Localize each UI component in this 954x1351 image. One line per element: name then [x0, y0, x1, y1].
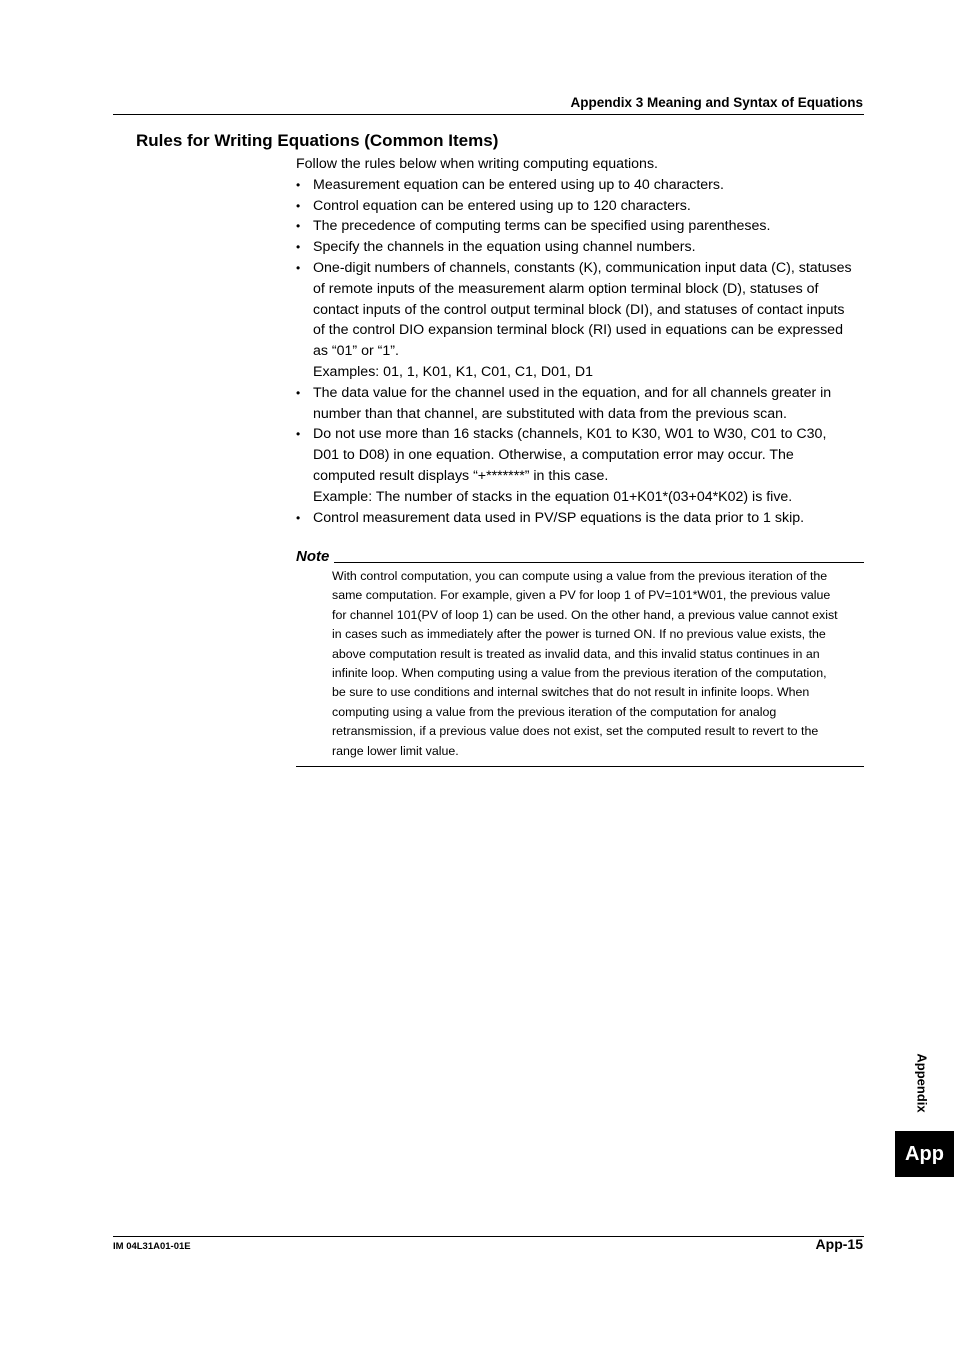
rule-line: Control equation can be entered using up to 120 characters. — [313, 197, 691, 214]
note-line: retransmission, if a previous value does not exist, set the computed result to revert to the — [332, 724, 819, 739]
rule-line: Do not use more than 16 stacks (channels, K01 to K30, W01 to W30, C01 to C30, — [313, 426, 827, 443]
side-section-label: Appendix — [914, 1053, 930, 1113]
bullet-icon: • — [296, 260, 301, 275]
rule-line: number than that channel, are substituted with data from the previous scan. — [313, 405, 787, 422]
rule-item — [296, 237, 866, 258]
rule-line: contact inputs of the control output terminal block (DI), and statuses of contact inputs — [313, 301, 845, 318]
note-header — [296, 546, 864, 566]
rule-item — [296, 508, 866, 529]
section-body — [296, 154, 866, 528]
rule-line: Examples: 01, 1, K01, K1, C01, C1, D01, D1 — [313, 363, 593, 380]
bullet-icon: • — [296, 385, 301, 400]
note-text — [332, 566, 862, 761]
bullet-icon: • — [296, 510, 301, 525]
page-number: App-15 — [815, 1236, 863, 1252]
rule-line: of the control DIO expansion terminal block (RI) used in equations can be expressed — [313, 322, 843, 339]
note-line: range lower limit value. — [332, 743, 459, 758]
note-box — [296, 546, 864, 767]
running-header-title: Appendix 3 Meaning and Syntax of Equations — [570, 95, 863, 110]
rule-item — [296, 424, 866, 507]
bullet-icon: • — [296, 427, 301, 442]
bullet-icon: • — [296, 198, 301, 213]
rule-item — [296, 175, 866, 196]
document-number: IM 04L31A01-01E — [113, 1241, 191, 1252]
note-header-rule — [334, 562, 864, 563]
header-rule — [113, 114, 864, 115]
appendix-thumb-tab-label: App — [905, 1142, 944, 1165]
note-line: computing using a value from the previous iteration of the computation for analog — [332, 704, 777, 719]
rule-item — [296, 216, 866, 237]
rule-line: Example: The number of stacks in the equation 01+K01*(03+04*K02) is five. — [313, 488, 793, 505]
rule-line: Specify the channels in the equation using channel numbers. — [313, 239, 696, 256]
rule-item — [296, 258, 866, 383]
section-title: Rules for Writing Equations (Common Items) — [136, 131, 499, 150]
rule-line: The precedence of computing terms can be specified using parentheses. — [313, 218, 771, 235]
bullet-icon: • — [296, 219, 301, 234]
note-line: With control computation, you can compute using a value from the previous iteration of the — [332, 569, 828, 583]
rule-item — [296, 196, 866, 217]
note-line: be sure to use conditions and internal switches that do not result in infinite loops. When — [332, 685, 810, 700]
rule-line: D01 to D08) in one equation. Otherwise, a computation error may occur. The — [313, 447, 794, 464]
note-line: infinite loop. When computing using a value from the previous iteration of the computation, — [332, 666, 827, 681]
note-line: same computation. For example, given a PV for loop 1 of PV=101*W01, the previous value — [332, 588, 831, 603]
rule-line: Control measurement data used in PV/SP equations is the data prior to 1 skip. — [313, 509, 805, 526]
rule-line: The data value for the channel used in the equation, and for all channels greater in — [313, 384, 832, 401]
rule-line: of remote inputs of the measurement alarm option terminal block (D), statuses of — [313, 280, 819, 297]
rule-line: as “01” or “1”. — [313, 343, 399, 360]
rules-list — [296, 175, 866, 529]
section-intro: Follow the rules below when writing computing equations. — [296, 156, 658, 172]
note-line: for channel 101(PV of loop 1) can be used. On the other hand, a previous value cannot exist — [332, 607, 838, 622]
note-bottom-rule — [296, 766, 864, 767]
bullet-icon: • — [296, 240, 301, 255]
rule-item — [296, 383, 866, 425]
footer-rule — [113, 1236, 864, 1237]
appendix-thumb-tab — [895, 1131, 954, 1177]
note-label: Note — [296, 548, 333, 565]
bullet-icon: • — [296, 177, 301, 192]
note-line: above computation result is treated as invalid data, and this invalid status continues in an — [332, 646, 820, 661]
note-line: in cases such as immediately after the power is turned ON. If no previous value exists, the — [332, 627, 826, 642]
rule-line: One-digit numbers of channels, constants (K), communication input data (C), statuses — [313, 259, 852, 276]
rule-line: computed result displays “+*******” in this case. — [313, 467, 609, 484]
rule-line: Measurement equation can be entered using up to 40 characters. — [313, 176, 724, 193]
